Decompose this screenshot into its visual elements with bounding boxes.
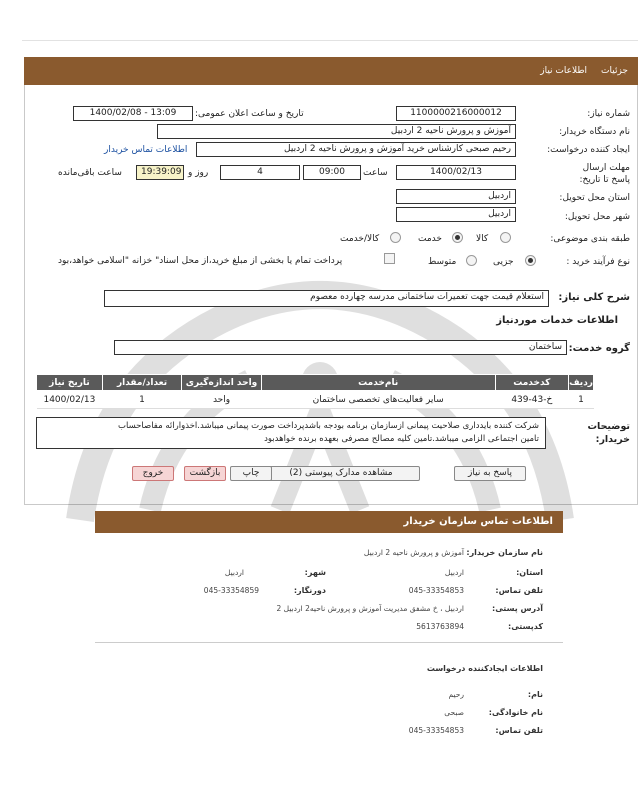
days-field: 4 [220,165,300,180]
col-qty: تعداد/مقدار [102,375,181,391]
radio-service[interactable] [452,232,463,243]
radio-goods-service-label: کالا/خدمت [340,234,380,244]
announce-field: 1400/02/08 - 13:09 [73,106,193,121]
process-label: نوع فرآیند خرید : [566,257,630,267]
radio-goods-service[interactable] [390,232,401,243]
buyer-notes-line2: تامین اجتماعی الزامی میباشد.تامین کلیه مصالح مصرفی بعهده برنده خواهدبود [264,434,539,444]
radio-service-label: خدمت [418,234,442,244]
buyer-notes-box [36,417,546,449]
city-field: اردبیل [396,207,516,222]
contact-phone-value: 045-33354853 [408,586,464,595]
buyer-contact-link[interactable]: اطلاعات تماس خریدار [104,145,188,155]
contact-fax-label: دورنگار: [293,586,326,595]
treasury-checkbox[interactable] [384,253,395,264]
col-row: ردیف [569,375,594,391]
radio-medium[interactable] [466,255,477,266]
need-number-field: 1100000216000012 [396,106,516,121]
col-name: نام‌خدمت [261,375,495,391]
summary-field: استعلام قیمت جهت تعمیرات ساختمانی مدرسه چهارده معصوم [104,290,549,307]
remaining-time-field: 19:39:09 [136,165,184,180]
creator-section-title: اطلاعات ایجادکننده درخواست [426,664,543,673]
creator-family-value: صبحی [444,708,464,717]
page-header [24,57,638,85]
col-unit: واحد اندازه‌گیری [182,375,262,391]
creator-label: ایجاد کننده درخواست: [547,145,630,155]
service-group-label: گروه خدمت: [568,343,630,354]
cell-code: خ-43-439 [495,391,569,409]
contact-city-value: اردبیل [224,568,244,577]
col-date: تاریخ نیاز [37,375,103,391]
attachments-button[interactable]: مشاهده مدارک پیوستی (2) [262,466,420,481]
buyer-org-label: نام دستگاه خریدار: [559,127,630,137]
contact-province-value: اردبیل [444,568,464,577]
buyer-org-field: آموزش و پرورش ناحیه 2 اردبیل [157,124,516,139]
contact-province-label: استان: [516,568,543,577]
services-title: اطلاعات خدمات موردنیاز [496,315,618,326]
city-label: شهر محل تحویل: [564,212,630,222]
contact-postal-label: کدپستی: [508,622,543,631]
radio-partial[interactable] [525,255,536,266]
table-header-row [37,375,594,391]
contact-org-label: نام سازمان خریدار: [466,548,543,557]
contact-header: اطلاعات تماس سازمان خریدار [95,511,563,533]
tab-details[interactable]: جزئیات [601,66,628,76]
cell-date: 1400/02/13 [37,391,103,409]
payment-note: پرداخت تمام یا بخشی از مبلغ خرید،از محل اسناد" خزانه "اسلامی خواهد،بود [58,256,343,266]
back-button[interactable]: بازگشت [184,466,226,481]
cell-qty: 1 [102,391,181,409]
deadline-date-field: 1400/02/13 [396,165,516,180]
province-label: استان محل تحویل: [559,193,630,203]
category-label: طبقه بندی موضوعی: [550,234,630,244]
tab-need-info[interactable]: اطلاعات نیاز [540,66,588,76]
radio-medium-label: متوسط [428,257,457,267]
radio-partial-label: جزیی [493,257,514,267]
cell-unit: واحد [182,391,262,409]
contact-postal-value: 5613763894 [416,622,464,631]
buyer-notes-line1: شرکت کننده بایدداری صلاحیت پیمانی ازسازمان برنامه بودجه باشدپرداخت صورت پیمانی میباشد.اخذوارائه مفاصاحساب [117,421,539,431]
contact-fax-value: 045-33354859 [203,586,259,595]
hour-label: ساعت [363,168,388,178]
contact-address-value: اردبیل ، خ مشفق مدیریت آموزش و پرورش ناحیه2 اردبیل 2 [276,604,464,613]
creator-field: رحیم صبحی کارشناس خرید آموزش و پرورش ناحیه 2 اردبیل [196,142,516,157]
days-label: روز و [188,168,209,178]
deadline-hour-field: 09:00 [303,165,361,180]
contact-divider [95,642,563,643]
contact-org-value: آموزش و پرورش ناحیه 2 اردبیل [363,548,464,557]
print-button[interactable]: چاپ [230,466,272,481]
cell-row: 1 [569,391,594,409]
col-code: کدخدمت [495,375,569,391]
contact-phone-label: تلفن تماس: [495,586,543,595]
contact-address-label: آدرس پستی: [492,604,543,613]
cell-name: سایر فعالیت‌های تخصصی ساختمان [261,391,495,409]
creator-name-label: نام: [527,690,543,699]
buyer-notes-label: توضیحات خریدار: [587,421,630,445]
items-table [36,374,594,409]
creator-phone-value: 045-33354853 [408,726,464,735]
need-number-label: شماره نیاز: [587,109,630,119]
contact-city-label: شهر: [304,568,326,577]
announce-label: تاریخ و ساعت اعلان عمومی: [195,109,304,119]
creator-phone-label: تلفن تماس: [495,726,543,735]
creator-family-label: نام خانوادگی: [488,708,543,717]
radio-goods[interactable] [500,232,511,243]
reply-button[interactable]: پاسخ به نیاز [454,466,526,481]
service-group-field: ساختمان [114,340,567,355]
radio-goods-label: کالا [476,234,489,244]
summary-label: شرح کلی نیاز: [558,292,630,303]
deadline-label: مهلت ارسال پاسخ تا تاریخ: [579,163,630,185]
exit-button[interactable]: خروج [132,466,174,481]
province-field: اردبیل [396,189,516,204]
table-row [37,391,594,409]
creator-name-value: رحیم [448,690,464,699]
top-divider [22,40,638,41]
remaining-label: ساعت باقی‌مانده [58,168,122,178]
